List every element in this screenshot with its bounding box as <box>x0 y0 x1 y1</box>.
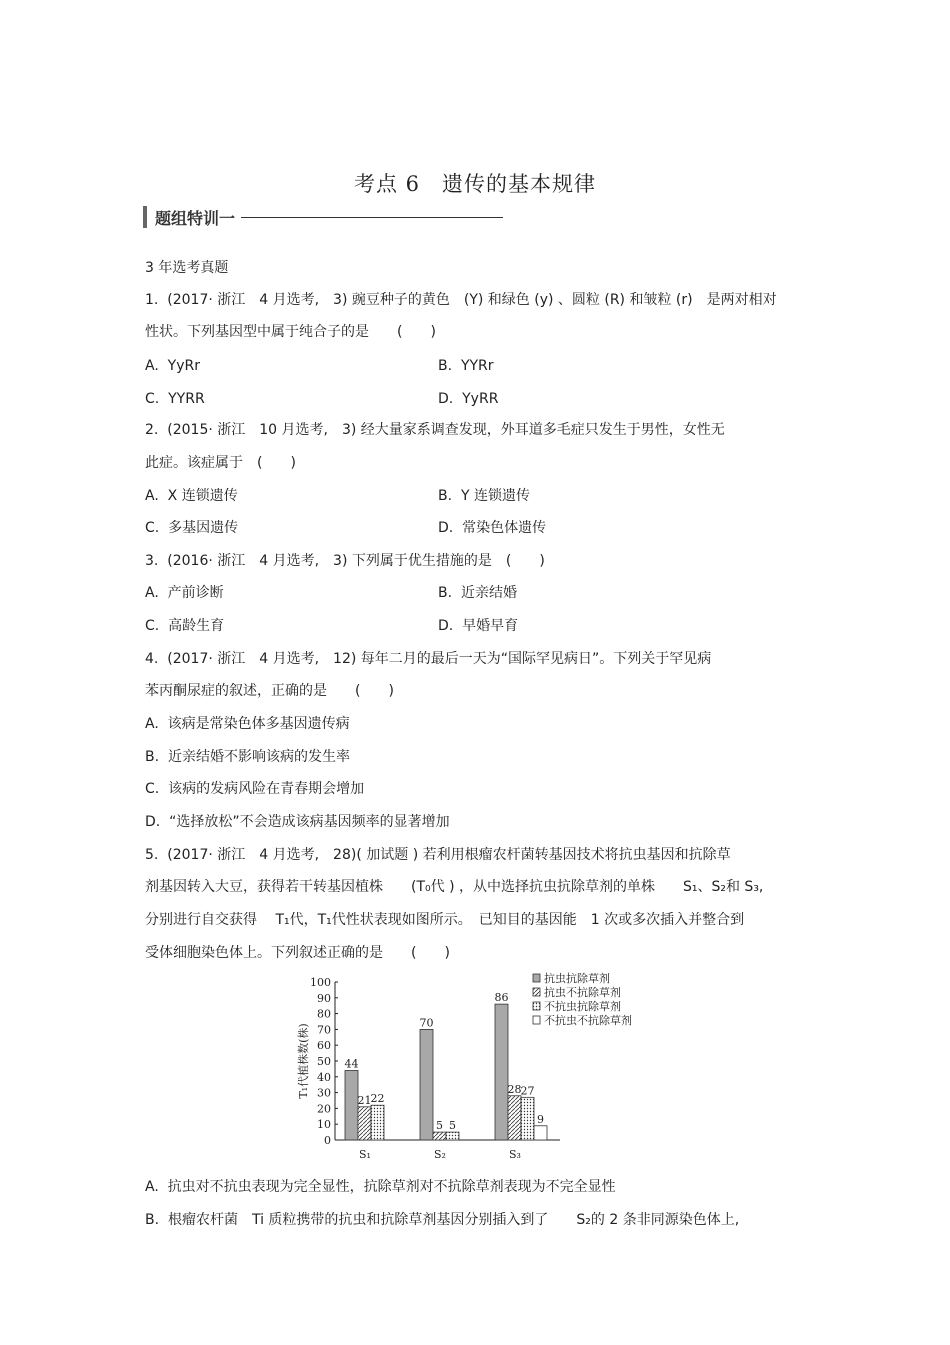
bar <box>534 1126 547 1140</box>
x-tick-label: S₂ <box>434 1148 446 1161</box>
section-rule <box>241 217 503 218</box>
legend-label: 不抗虫抗除草剂 <box>544 1000 621 1013</box>
legend-label: 不抗虫不抗除草剂 <box>544 1014 632 1027</box>
q3-option-c: C. 高龄生育 <box>145 618 225 634</box>
page-title: 考点 6 遗传的基本规律 <box>353 172 597 196</box>
q2-option-a: A. X 连锁遗传 <box>145 488 238 504</box>
bar-value-label: 86 <box>494 991 509 1005</box>
bar-value-label: 5 <box>436 1119 443 1133</box>
q2-option-b: B. Y 连锁遗传 <box>438 488 530 504</box>
legend-swatch <box>533 988 540 996</box>
q4-line2: 苯丙酮尿症的叙述，正确的是 ( ) <box>145 683 394 699</box>
q4-option-b: B. 近亲结婚不影响该病的发生率 <box>145 749 350 765</box>
q2-line1: 2. (2015· 浙江 10 月选考, 3) 经大量家系调查发现，外耳道多毛症只发生于男性，女性无 <box>145 422 725 438</box>
q1-option-c: C. YYRR <box>145 391 205 407</box>
q1-line2: 性状。下列基因型中属于纯合子的是 ( ) <box>145 324 436 340</box>
q3-option-d: D. 早婚早育 <box>438 618 519 634</box>
bar-value-label: 27 <box>520 1084 535 1098</box>
y-tick-label: 40 <box>317 1070 331 1084</box>
q3-option-b: B. 近亲结婚 <box>438 585 517 601</box>
legend-swatch <box>533 974 540 982</box>
bar-value-label: 70 <box>419 1016 434 1030</box>
intro-text: 3 年选考真题 <box>145 260 229 276</box>
bar-chart <box>295 972 675 1168</box>
q3-option-a: A. 产前诊断 <box>145 585 224 601</box>
bar-value-label: 28 <box>507 1082 522 1096</box>
q1-option-b: B. YYRr <box>438 358 494 374</box>
x-tick-label: S₃ <box>509 1148 521 1161</box>
bar <box>345 1070 358 1140</box>
bar-value-label: 9 <box>537 1112 544 1126</box>
q3-line1: 3. (2016· 浙江 4 月选考, 3) 下列属于优生措施的是 ( ) <box>145 553 545 569</box>
y-tick-label: 30 <box>317 1086 331 1100</box>
bar-value-label: 5 <box>449 1119 456 1133</box>
q4-option-c: C. 该病的发病风险在青春期会增加 <box>145 781 365 797</box>
bar <box>521 1097 534 1140</box>
section-heading-text: 题组特训一 <box>155 208 236 228</box>
bar <box>446 1132 459 1140</box>
q5-line3: 分别进行自交获得 T₁代，T₁代性状表现如图所示。 已知目的基因能 1 次或多次插入并整合到 <box>145 912 745 928</box>
bar <box>358 1107 371 1140</box>
bar-value-label: 44 <box>344 1057 359 1071</box>
y-tick-label: 100 <box>310 976 331 989</box>
bar-value-label: 21 <box>357 1093 372 1107</box>
q4-option-a: A. 该病是常染色体多基因遗传病 <box>145 716 350 732</box>
q2-option-c: C. 多基因遗传 <box>145 520 239 536</box>
y-tick-label: 0 <box>324 1134 331 1147</box>
q4-option-d: D. “选择放松”不会造成该病基因频率的显著增加 <box>145 814 450 830</box>
bar <box>508 1096 521 1140</box>
y-tick-label: 10 <box>317 1118 331 1132</box>
bar <box>371 1105 384 1140</box>
y-tick-label: 70 <box>317 1023 331 1037</box>
legend-swatch <box>533 1016 540 1024</box>
q5-option-b: B. 根瘤农杆菌 Ti 质粒携带的抗虫和抗除草剂基因分别插入到了 S₂的 2 条非同源染色体上, <box>145 1212 740 1228</box>
legend-swatch <box>533 1002 540 1010</box>
q2-line2: 此症。该症属于 ( ) <box>145 455 296 471</box>
y-axis-label: T₁代植株数(株) <box>297 1023 310 1099</box>
q5-line1: 5. (2017· 浙江 4 月选考, 28)( 加试题 ) 若利用根瘤农杆菌转基因技术将抗虫基因和抗除草 <box>145 847 731 863</box>
bar-value-label: 22 <box>370 1092 385 1106</box>
bar <box>420 1029 433 1140</box>
y-tick-label: 60 <box>317 1039 331 1053</box>
q5-line4: 受体细胞染色体上。下列叙述正确的是 ( ) <box>145 945 450 961</box>
section-bar <box>143 206 147 228</box>
bar <box>433 1132 446 1140</box>
q2-option-d: D. 常染色体遗传 <box>438 520 547 536</box>
y-tick-label: 20 <box>317 1102 331 1116</box>
legend-label: 抗虫抗除草剂 <box>544 972 610 985</box>
bar <box>495 1004 508 1140</box>
q5-option-a: A. 抗虫对不抗虫表现为完全显性，抗除草剂对不抗除草剂表现为不完全显性 <box>145 1179 616 1195</box>
y-tick-label: 90 <box>317 991 331 1005</box>
y-tick-label: 50 <box>317 1055 331 1068</box>
x-tick-label: S₁ <box>359 1148 371 1161</box>
q5-line2: 剂基因转入大豆，获得若干转基因植株 (T₀代 ) ，从中选择抗虫抗除草剂的单株 S₁、S₂和 S₃, <box>145 879 764 895</box>
q1-option-a: A. YyRr <box>145 358 201 374</box>
legend-label: 抗虫不抗除草剂 <box>544 986 621 999</box>
q1-option-d: D. YyRR <box>438 391 499 407</box>
q4-line1: 4. (2017· 浙江 4 月选考, 12) 每年二月的最后一天为“国际罕见病日”。下列关于罕见病 <box>145 651 712 667</box>
y-tick-label: 80 <box>317 1007 331 1021</box>
q1-line1: 1. (2017· 浙江 4 月选考, 3) 豌豆种子的黄色 (Y) 和绿色 (y) 、圆粒 (R) 和皱粒 (r) 是两对相对 <box>145 292 777 308</box>
section-heading <box>143 205 503 229</box>
